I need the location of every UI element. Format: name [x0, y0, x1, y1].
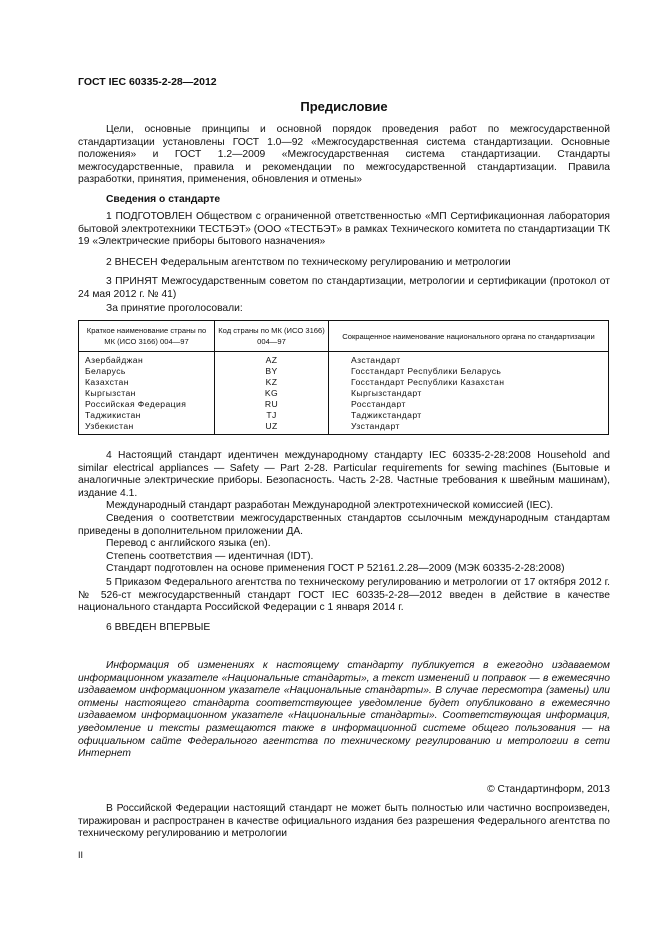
standards-body: Кыргызстандарт	[329, 388, 609, 399]
table-row	[79, 366, 609, 377]
item-4	[78, 450, 610, 576]
table-row	[79, 352, 609, 367]
section-heading	[78, 194, 610, 207]
column-header-body: Сокращенное наименование национального органа по стандартизации	[329, 321, 609, 352]
country-code: KZ	[215, 377, 329, 388]
voting-countries-table	[78, 320, 609, 435]
intro-text: Цели, основные принципы и основной порядок проведения работ по межгосударственной стандартизации установлены ГОСТ 1.0—92 «Межгосударственная система стандартизации. Основные положения» и ГОСТ 1.2—2009 «Межгосударственная система стандартизации. Стандарты межгосударственные, правила и рекомендации по межгосударственной стандартизации. Правила разработки, принятия, применения, обновления и отмены»	[78, 124, 610, 186]
section-heading-text: Сведения о стандарте	[106, 194, 221, 205]
amendments-notice	[78, 660, 610, 761]
standards-body: Госстандарт Республики Беларусь	[329, 366, 609, 377]
item-5-text: 5 Приказом Федерального агентства по техническому регулированию и метрологии от 17 октября 2012 г. № 526-ст межгосударственный стандарт ГОСТ IEC 60335-2-28—2012 введен в действие в качестве национального стандарта Российской Федерации с 1 января 2014 г.	[78, 577, 610, 614]
item-4-translation: Перевод с английского языка (en).	[106, 538, 271, 550]
country-name: Казахстан	[79, 377, 215, 388]
table-row	[79, 399, 609, 410]
table-row	[79, 410, 609, 421]
standards-body: Росстандарт	[329, 399, 609, 410]
item-4-conformity: Степень соответствия — идентичная (IDT).	[106, 550, 314, 562]
country-name: Российская Федерация	[79, 399, 215, 410]
item-4-annex-note: Сведения о соответствии межгосударственных стандартов ссылочным международным стандартам приведены в дополнительном приложении ДА.	[78, 512, 610, 537]
table-row	[79, 421, 609, 435]
standards-body: Госстандарт Республики Казахстан	[329, 377, 609, 388]
table-row	[79, 388, 609, 399]
reproduction-restriction-text: В Российской Федерации настоящий стандарт не может быть полностью или частично воспроизведен, тиражирован и распространен в качестве официального издания без разрешения Федерального агентства по техническому регулированию и метрологии	[78, 803, 610, 840]
country-name: Беларусь	[79, 366, 215, 377]
item-4-basis: Стандарт подготовлен на основе применения ГОСТ Р 52161.2.28—2009 (МЭК 60335-2-28:2008)	[106, 563, 565, 575]
item-5	[78, 577, 610, 615]
country-name: Таджикистан	[79, 410, 215, 421]
item-4-text: 4 Настоящий стандарт идентичен международному стандарту IEC 60335-2-28:2008 Household and similar electrical appliances — Safety — Part 2-28. Particular requirements for sewing machines (Бытовые и аналогичные электрические приборы. Безопасность. Часть 2-28. Частные требования к швейным машинам), издание 4.1.	[78, 450, 610, 499]
page-title: Предисловие	[300, 99, 388, 114]
country-name: Кыргызстан	[79, 388, 215, 399]
copyright-text: © Стандартинформ, 2013	[487, 784, 610, 795]
item-1	[78, 211, 610, 249]
page-number: II	[78, 850, 84, 860]
table-row	[79, 377, 609, 388]
country-name: Азербайджан	[79, 352, 215, 367]
country-code: BY	[215, 366, 329, 377]
item-6-text: 6 ВВЕДЕН ВПЕРВЫЕ	[106, 622, 211, 633]
item-4-origin: Международный стандарт разработан Международной электротехнической комиссией (IEC).	[106, 500, 554, 512]
country-code: KG	[215, 388, 329, 399]
standards-body: Таджикстандарт	[329, 410, 609, 421]
vote-label	[78, 303, 610, 316]
country-name: Узбекистан	[79, 421, 215, 435]
amendments-notice-text: Информация об изменениях к настоящему стандарту публикуется в ежегодно издаваемом информационном указателе «Национальные стандарты», а текст изменений и поправок — в ежемесячно издаваемом информационном указателе «Национальные стандарты». В случае пересмотра (замены) или отмены настоящего стандарта соответствующее уведомление будет опубликовано в ежемесячно издаваемом информационном указателе «Национальные стандарты». Соответствующая информация, уведомление и тексты размещаются также в информационной системе общего пользования — на официальном сайте Федерального агентства по техническому регулированию и метрологии в сети Интернет	[78, 660, 610, 760]
item-1-text: 1 ПОДГОТОВЛЕН Обществом с ограниченной ответственностью «МП Сертификационная лаборатория бытовой электротехники ТЕСТБЭТ» (ООО «ТЕСТБЭТ» в рамках Технического комитета по стандартизации ТК 19 «Электрические приборы бытового назначения»	[78, 211, 610, 248]
intro-paragraph	[78, 124, 610, 187]
table-header-row	[79, 321, 609, 352]
vote-label-text: За принятие проголосовали:	[106, 303, 243, 314]
country-code: TJ	[215, 410, 329, 421]
item-3-text: 3 ПРИНЯТ Межгосударственным советом по стандартизации, метрологии и сертификации (протокол от 24 мая 2012 г. № 41)	[78, 276, 610, 300]
item-2-text: 2 ВНЕСЕН Федеральным агентством по техническому регулированию и метрологии	[106, 257, 511, 268]
item-2	[78, 257, 610, 270]
item-6	[78, 622, 610, 635]
document-id-header: ГОСТ IEC 60335-2-28—2012	[78, 76, 217, 88]
item-3	[78, 276, 610, 301]
column-header-country: Краткое наименование страны по МК (ИСО 3166) 004—97	[79, 321, 215, 352]
country-code: AZ	[215, 352, 329, 367]
standards-body: Узстандарт	[329, 421, 609, 435]
country-code: RU	[215, 399, 329, 410]
column-header-code: Код страны по МК (ИСО 3166) 004—97	[215, 321, 329, 352]
reproduction-restriction	[78, 803, 610, 841]
standards-body: Азстандарт	[329, 352, 609, 367]
country-code: UZ	[215, 421, 329, 435]
copyright	[78, 784, 610, 797]
